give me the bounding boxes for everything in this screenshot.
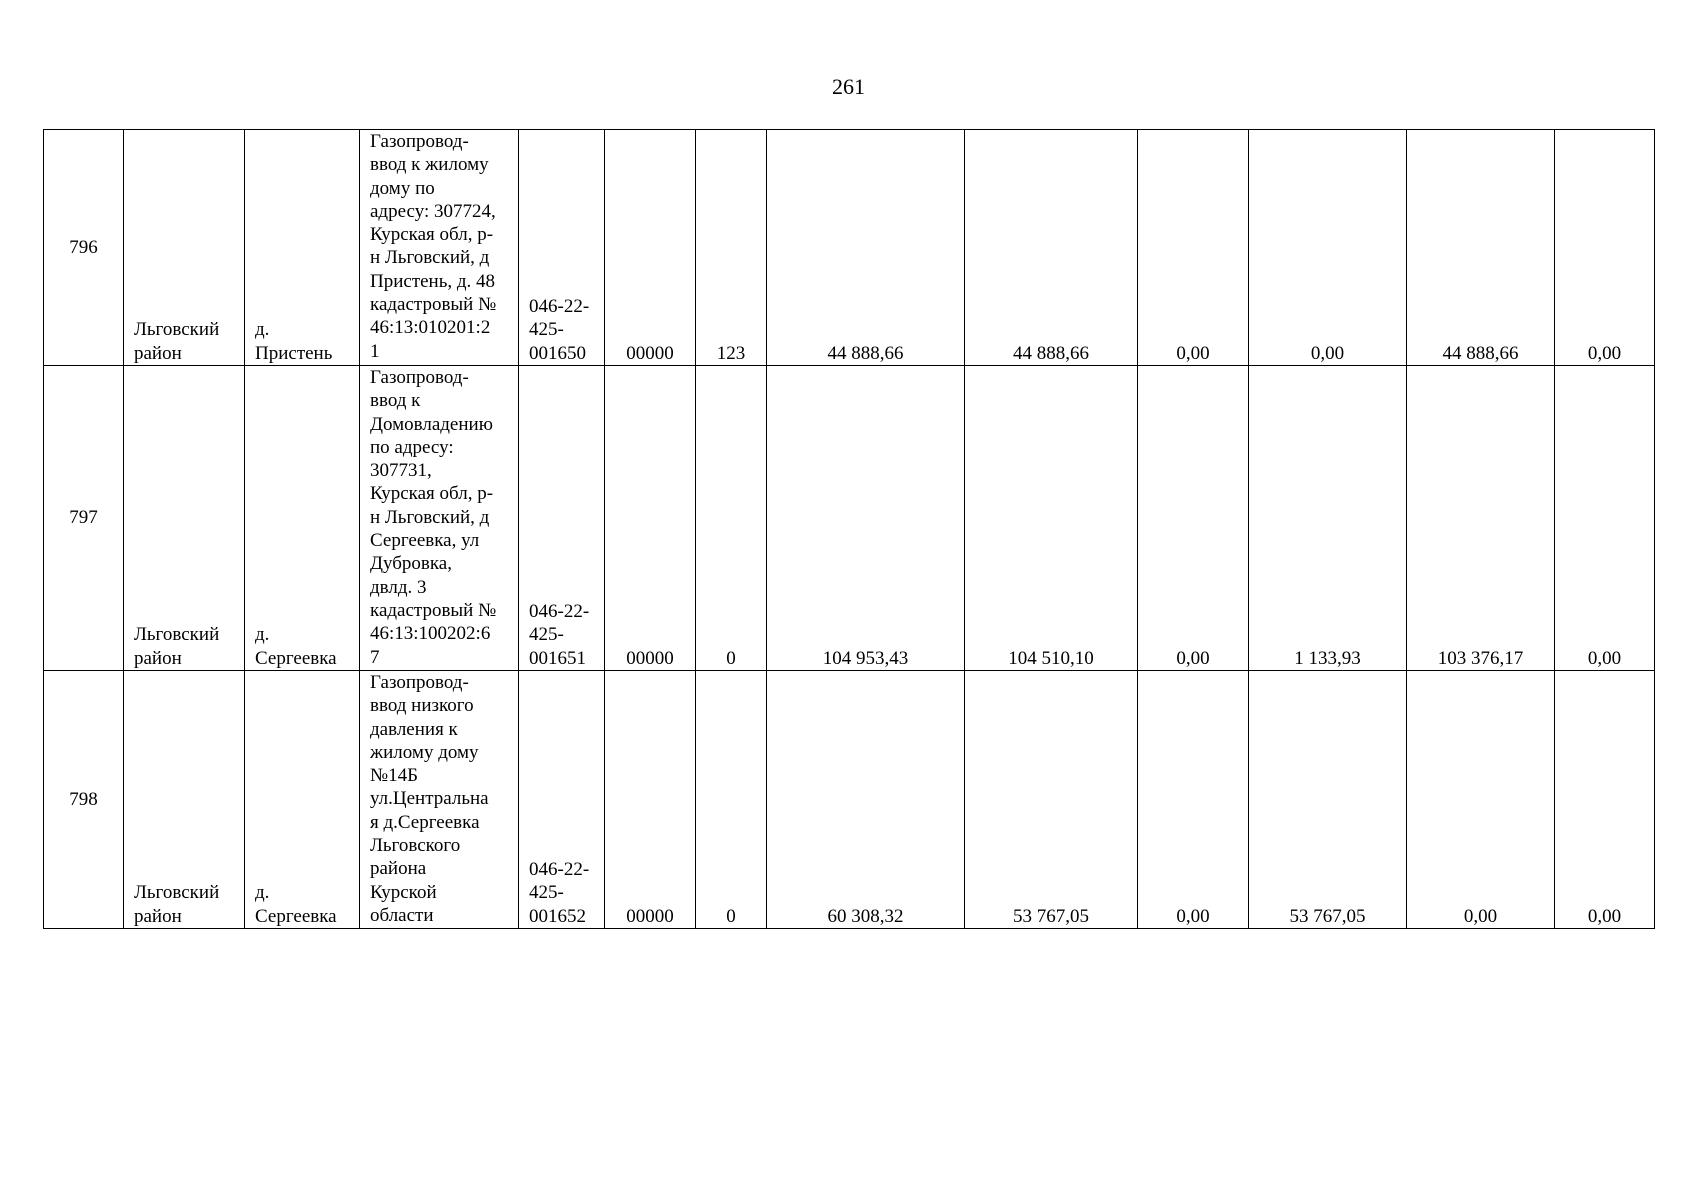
row-number-cell: 796 [44, 130, 124, 366]
description-line: кадастровый № [370, 599, 497, 621]
balance-cost-cell: 104 510,10 [965, 366, 1138, 671]
depreciation-cell: 0,00 [1249, 130, 1407, 366]
settlement-line: д. [255, 882, 270, 904]
description-line: жилому дому [370, 741, 479, 763]
inventory-line: 001651 [529, 647, 586, 669]
residual-cost-cell: 0,00 [1407, 671, 1555, 929]
residual-cost-cell: 103 376,17 [1407, 366, 1555, 671]
count-cell: 123 [696, 130, 767, 366]
settlement-line: д. [255, 624, 270, 646]
inventory-line: 001652 [529, 905, 586, 927]
description-line: дому по [370, 177, 435, 199]
count-cell: 0 [696, 366, 767, 671]
inventory-number-cell [519, 671, 605, 929]
settlement-line: Сергеевка [255, 905, 337, 927]
description-line: 1 [370, 340, 380, 362]
cost-col6-cell: 0,00 [1555, 671, 1655, 929]
description-line: Курской [370, 881, 437, 903]
description-line: области [370, 904, 434, 926]
description-line: Дубровка, [370, 553, 452, 575]
cost-col6-cell: 0,00 [1555, 130, 1655, 366]
description-line: Газопровод- [370, 367, 469, 388]
inventory-line: 046-22- [529, 296, 590, 318]
initial-cost-cell: 60 308,32 [767, 671, 965, 929]
description-line: двлд. 3 [370, 576, 427, 598]
table-row [44, 366, 1655, 671]
count-cell: 0 [696, 671, 767, 929]
district-cell [124, 671, 245, 929]
description-cell [360, 366, 519, 671]
depreciation-cell: 53 767,05 [1249, 671, 1407, 929]
residual-cost-cell: 44 888,66 [1407, 130, 1555, 366]
initial-cost-cell: 44 888,66 [767, 130, 965, 366]
settlement-line: Пристень [255, 342, 333, 364]
code-cell: 00000 [605, 130, 696, 366]
description-line: 307731, [370, 460, 432, 482]
district-cell [124, 130, 245, 366]
description-line: 7 [370, 646, 380, 668]
description-line: ввод к жилому [370, 154, 489, 176]
settlement-line: д. [255, 319, 270, 341]
description-line: 46:13:100202:6 [370, 623, 491, 645]
settlement-cell [245, 130, 360, 366]
balance-cost-cell: 53 767,05 [965, 671, 1138, 929]
inventory-number-cell [519, 130, 605, 366]
description-line: ввод низкого [370, 695, 474, 717]
cost-col6-cell: 0,00 [1555, 366, 1655, 671]
description-line: ул.Центральна [370, 788, 489, 810]
description-line: давления к [370, 718, 458, 740]
description-line: района [370, 858, 427, 880]
inventory-line: 046-22- [529, 859, 590, 881]
settlement-line: Сергеевка [255, 647, 337, 669]
table-row [44, 671, 1655, 929]
cost-col3-cell: 0,00 [1138, 671, 1249, 929]
district-line: Льговский [134, 882, 220, 904]
settlement-cell [245, 366, 360, 671]
description-line: Домовладению [370, 413, 493, 435]
depreciation-cell: 1 133,93 [1249, 366, 1407, 671]
description-line: н Льговский, д [370, 506, 490, 528]
description-line: №14Б [370, 765, 419, 787]
code-cell: 00000 [605, 366, 696, 671]
description-line: 46:13:010201:2 [370, 317, 491, 339]
code-cell: 00000 [605, 671, 696, 929]
description-line: Курская обл, р- [370, 483, 494, 505]
table-row [44, 130, 1655, 366]
cost-col3-cell: 0,00 [1138, 366, 1249, 671]
settlement-cell [245, 671, 360, 929]
description-line: кадастровый № [370, 294, 497, 316]
registry-body [44, 130, 1655, 929]
description-cell [360, 671, 519, 929]
description-line: я д.Сергеевка [370, 811, 480, 833]
registry-table [43, 129, 1655, 929]
district-line: район [134, 647, 182, 669]
description-cell [360, 130, 519, 366]
description-line: адресу: 307724, [370, 200, 496, 222]
row-number-cell: 798 [44, 671, 124, 929]
description-line: по адресу: [370, 436, 454, 458]
cost-col3-cell: 0,00 [1138, 130, 1249, 366]
district-line: Льговский [134, 624, 220, 646]
description-line: Льговского [370, 835, 461, 857]
inventory-line: 425- [529, 624, 564, 646]
district-line: Льговский [134, 319, 220, 341]
page-number: 261 [832, 74, 865, 99]
district-line: район [134, 342, 182, 364]
description-line: Курская обл, р- [370, 224, 494, 246]
description-line: Газопровод- [370, 672, 469, 693]
row-number-cell: 797 [44, 366, 124, 671]
inventory-line: 046-22- [529, 601, 590, 623]
inventory-line: 425- [529, 319, 564, 341]
description-line: Газопровод- [370, 131, 469, 152]
district-cell [124, 366, 245, 671]
inventory-line: 001650 [529, 342, 586, 364]
district-line: район [134, 905, 182, 927]
description-line: Сергеевка, ул [370, 530, 480, 552]
balance-cost-cell: 44 888,66 [965, 130, 1138, 366]
inventory-line: 425- [529, 882, 564, 904]
initial-cost-cell: 104 953,43 [767, 366, 965, 671]
description-line: н Льговский, д [370, 247, 490, 269]
description-line: ввод к [370, 390, 421, 412]
inventory-number-cell [519, 366, 605, 671]
description-line: Пристень, д. 48 [370, 270, 496, 292]
